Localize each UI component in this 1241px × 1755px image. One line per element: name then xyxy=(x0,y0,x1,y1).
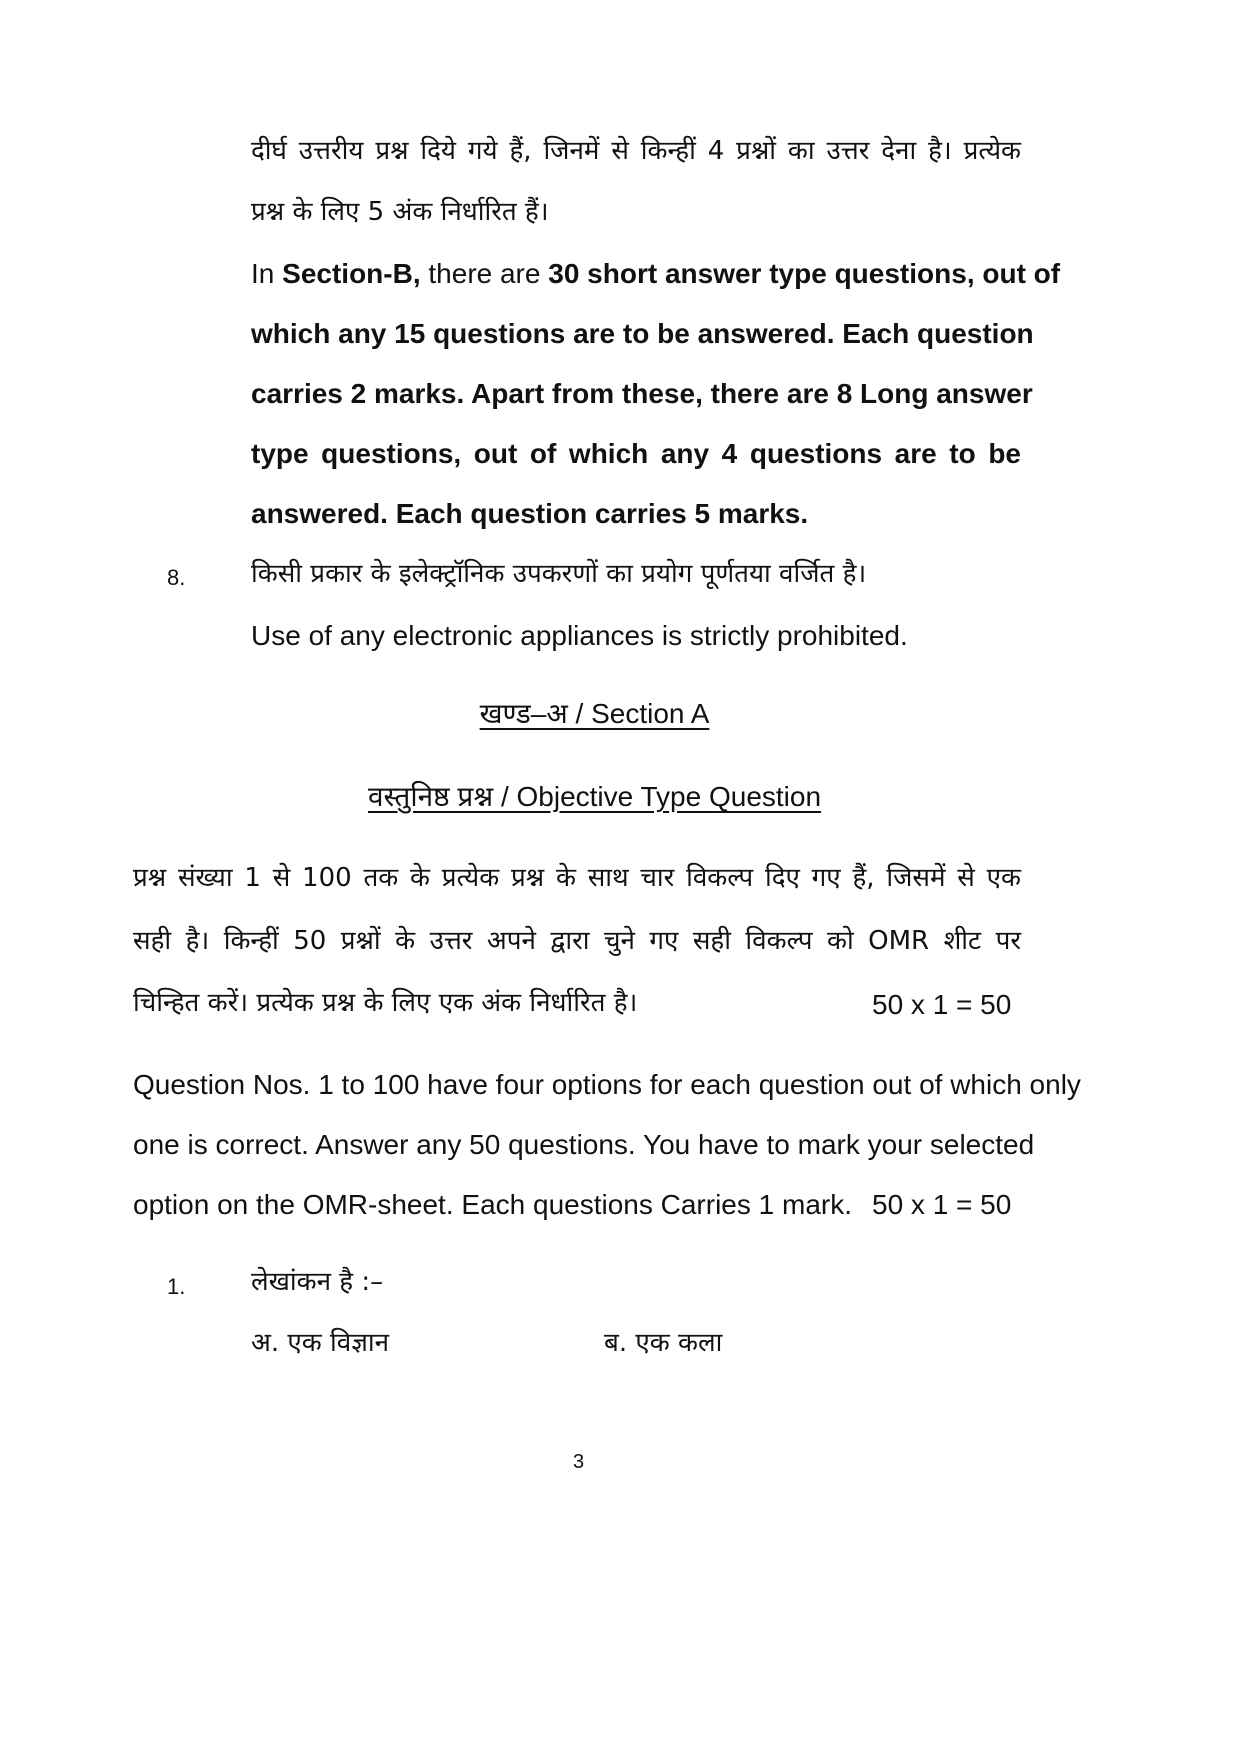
instruction8-number: 8. xyxy=(167,565,186,590)
instruction7-english-line5: answered. Each question carries 5 marks. xyxy=(251,498,809,529)
instruction8-hindi: किसी प्रकार के इलेक्ट्रॉनिक उपकरणों का प्रयोग पूर्णतया वर्जित है। xyxy=(251,559,867,589)
instruction7-en-section-b: Section-B, xyxy=(282,258,421,289)
objective-hindi-line2: सही है। किन्हीं 50 प्रश्नों के उत्तर अपने द्वारा चुने गए सही विकल्प को OMR शीट पर xyxy=(133,926,1021,956)
objective-hindi-line1: प्रश्न संख्या 1 से 100 तक के प्रत्येक प्रश्न के साथ चार विकल्प दिए गए हैं, जिसमें से एक xyxy=(133,863,1021,893)
objective-hindi-line3: चिन्हित करें। प्रत्येक प्रश्न के लिए एक अंक निर्धारित है। xyxy=(133,988,638,1018)
objective-english-marks: 50 x 1 = 50 xyxy=(872,1189,1012,1220)
instruction7-en-text-a: In xyxy=(251,258,283,289)
instruction7-english-line1 xyxy=(251,258,1061,289)
question1-option-a: अ. एक विज्ञान xyxy=(251,1328,390,1358)
section-heading-text: खण्ड–अ / Section A xyxy=(479,698,710,729)
instruction7-en-text-c: 30 short answer type questions, out of xyxy=(548,258,1061,289)
page-number: 3 xyxy=(572,1451,585,1473)
objective-english-line3: option on the OMR-sheet. Each questions Carries 1 mark. xyxy=(133,1189,853,1220)
question1-number: 1. xyxy=(167,1274,186,1299)
subsection-heading-text: वस्तुनिष्ठ प्रश्न / Objective Type Question xyxy=(367,781,822,812)
instruction7-en-text-b: there are xyxy=(420,258,549,289)
instruction7-english-line4: type questions, out of which any 4 questions are to be xyxy=(251,438,1021,469)
section-heading xyxy=(0,700,1215,728)
question1-option-b: ब. एक कला xyxy=(604,1328,723,1358)
instruction7-english-line2: which any 15 questions are to be answered. Each question xyxy=(251,318,1034,349)
objective-hindi-marks: 50 x 1 = 50 xyxy=(872,989,1012,1020)
instruction7-hindi-line2: प्रश्न के लिए 5 अंक निर्धारित हैं। xyxy=(251,197,549,227)
objective-english-line2: one is correct. Answer any 50 questions. You have to mark your selected xyxy=(133,1129,1035,1160)
instruction7-english-line3: carries 2 marks. Apart from these, there are 8 Long answer xyxy=(251,378,1033,409)
objective-english-line1: Question Nos. 1 to 100 have four options for each question out of which only xyxy=(133,1069,1081,1100)
instruction8-english: Use of any electronic appliances is strictly prohibited. xyxy=(251,620,908,651)
question1-text: लेखांकन है :– xyxy=(251,1267,384,1297)
subsection-heading xyxy=(0,783,1215,811)
instruction7-hindi-line1: दीर्घ उत्तरीय प्रश्न दिये गये हैं, जिनमें से किन्हीं 4 प्रश्नों का उत्तर देना है। प्रत्येक xyxy=(251,136,1021,166)
